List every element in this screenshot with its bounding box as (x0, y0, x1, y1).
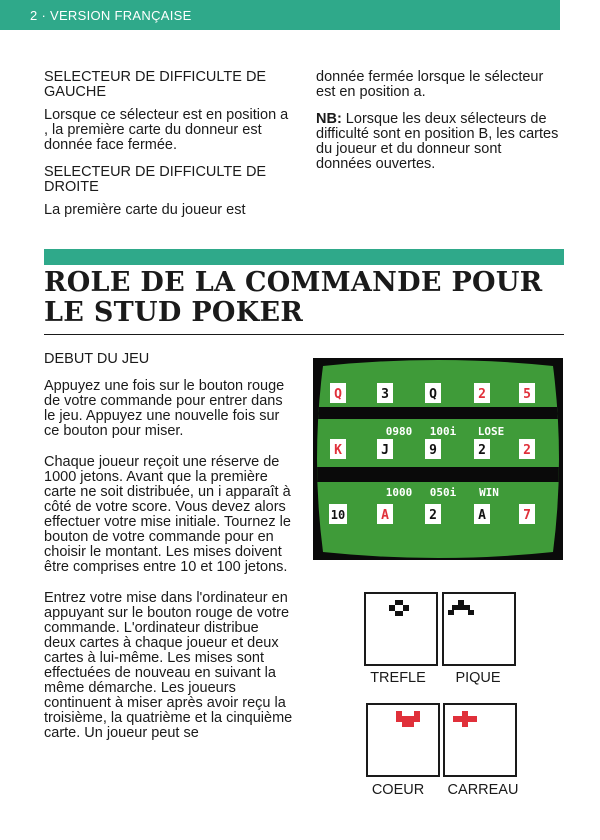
right-selector-text: La première carte du joueur est (44, 202, 246, 218)
card-value: Q (334, 387, 342, 402)
card-value: K (334, 443, 342, 458)
trefle-box (364, 592, 438, 666)
card-value: 9 (429, 443, 437, 458)
page-header: 2 · VERSION FRANÇAISE (30, 8, 192, 23)
card-value: 10 (330, 508, 346, 522)
pique-label: PIQUE (455, 670, 501, 686)
left-selector-heading: SELECTEUR DE DIFFICULTE DE GAUCHE (44, 69, 267, 100)
pique-box (442, 592, 516, 666)
debut-column (44, 352, 294, 753)
nb-note (316, 112, 560, 172)
trefle-label: TREFLE (370, 670, 426, 686)
right-selector-heading: SELECTEUR DE DIFFICULTE DE DROITE (44, 164, 267, 195)
debut-paragraph-3: Entrez votre mise dans l'ordinateur en appuyant sur le bouton rouge de votre commande. L'ordinateur distribue deux cartes à chaque joueur et deux cartes à lui-même. Les mises sont effectuées de nouveau en suivant la même démarche. Les joueurs continuent à miser après avoir reçu la troisième, la quatrième et la cinquième carte. Un joueur peut se (44, 590, 293, 741)
row2-score-a: 0980 (385, 425, 413, 438)
debut-paragraph-2: Chaque joueur reçoit une réserve de 1000 jetons. Avant que la première carte ne soit distribuée, un i apparaît à côté de votre score. Vous devez alors effectuer votre mise initiale. Tournez le bouton de votre commande pour en choisir le montant. Les mises doivent être comprises entre 10 et 100 jetons. (44, 454, 291, 575)
card-value: 3 (381, 387, 389, 402)
game-screen-svg (313, 358, 563, 560)
card-value: 5 (523, 387, 531, 402)
right-column (316, 70, 560, 184)
carreau-label: CARREAU (447, 782, 519, 798)
section-band (44, 249, 564, 265)
left-column (44, 70, 294, 230)
club-icon (366, 594, 436, 664)
card-value: A (381, 508, 389, 523)
card-value: J (381, 443, 389, 458)
row3-status: WIN (479, 486, 499, 499)
right-selector-continued: donnée fermée lorsque le sélecteur est en position a. (316, 69, 544, 100)
game-screen (313, 358, 563, 560)
card-value: 2 (429, 508, 437, 523)
header-band (0, 0, 560, 30)
coeur-box (366, 703, 440, 777)
heart-icon (368, 705, 438, 775)
card-value: A (478, 508, 486, 523)
nb-label: NB: (316, 111, 342, 127)
card-value: Q (429, 387, 437, 402)
row3-score-a: 1000 (385, 486, 413, 499)
carreau-box (443, 703, 517, 777)
card-value: 2 (523, 443, 531, 458)
section-title: ROLE DE LA COMMANDE POUR LE STUD POKER (44, 268, 564, 335)
debut-paragraph-1: Appuyez une fois sur le bouton rouge de votre commande pour entrer dans le jeu. Appuyez une nouvelle fois sur ce bouton pour miser. (44, 378, 285, 439)
debut-heading: DEBUT DU JEU (44, 351, 150, 367)
nb-text: Lorsque les deux sélecteurs de difficulté sont en position B, les cartes du joueur et du donneur sont données ouvertes. (316, 111, 559, 172)
card-value: 2 (478, 443, 486, 458)
row2-score-b: 100i (429, 425, 457, 438)
row3-score-b: 050i (429, 486, 457, 499)
left-selector-text: Lorsque ce sélecteur est en position a , la première carte du donneur est donnée face fermée. (44, 107, 289, 153)
diamond-icon (445, 705, 515, 775)
card-value: 7 (523, 508, 531, 523)
row2-status: LOSE (477, 425, 505, 438)
spade-icon (444, 594, 514, 664)
card-value: 2 (478, 387, 486, 402)
coeur-label: COEUR (371, 782, 425, 798)
